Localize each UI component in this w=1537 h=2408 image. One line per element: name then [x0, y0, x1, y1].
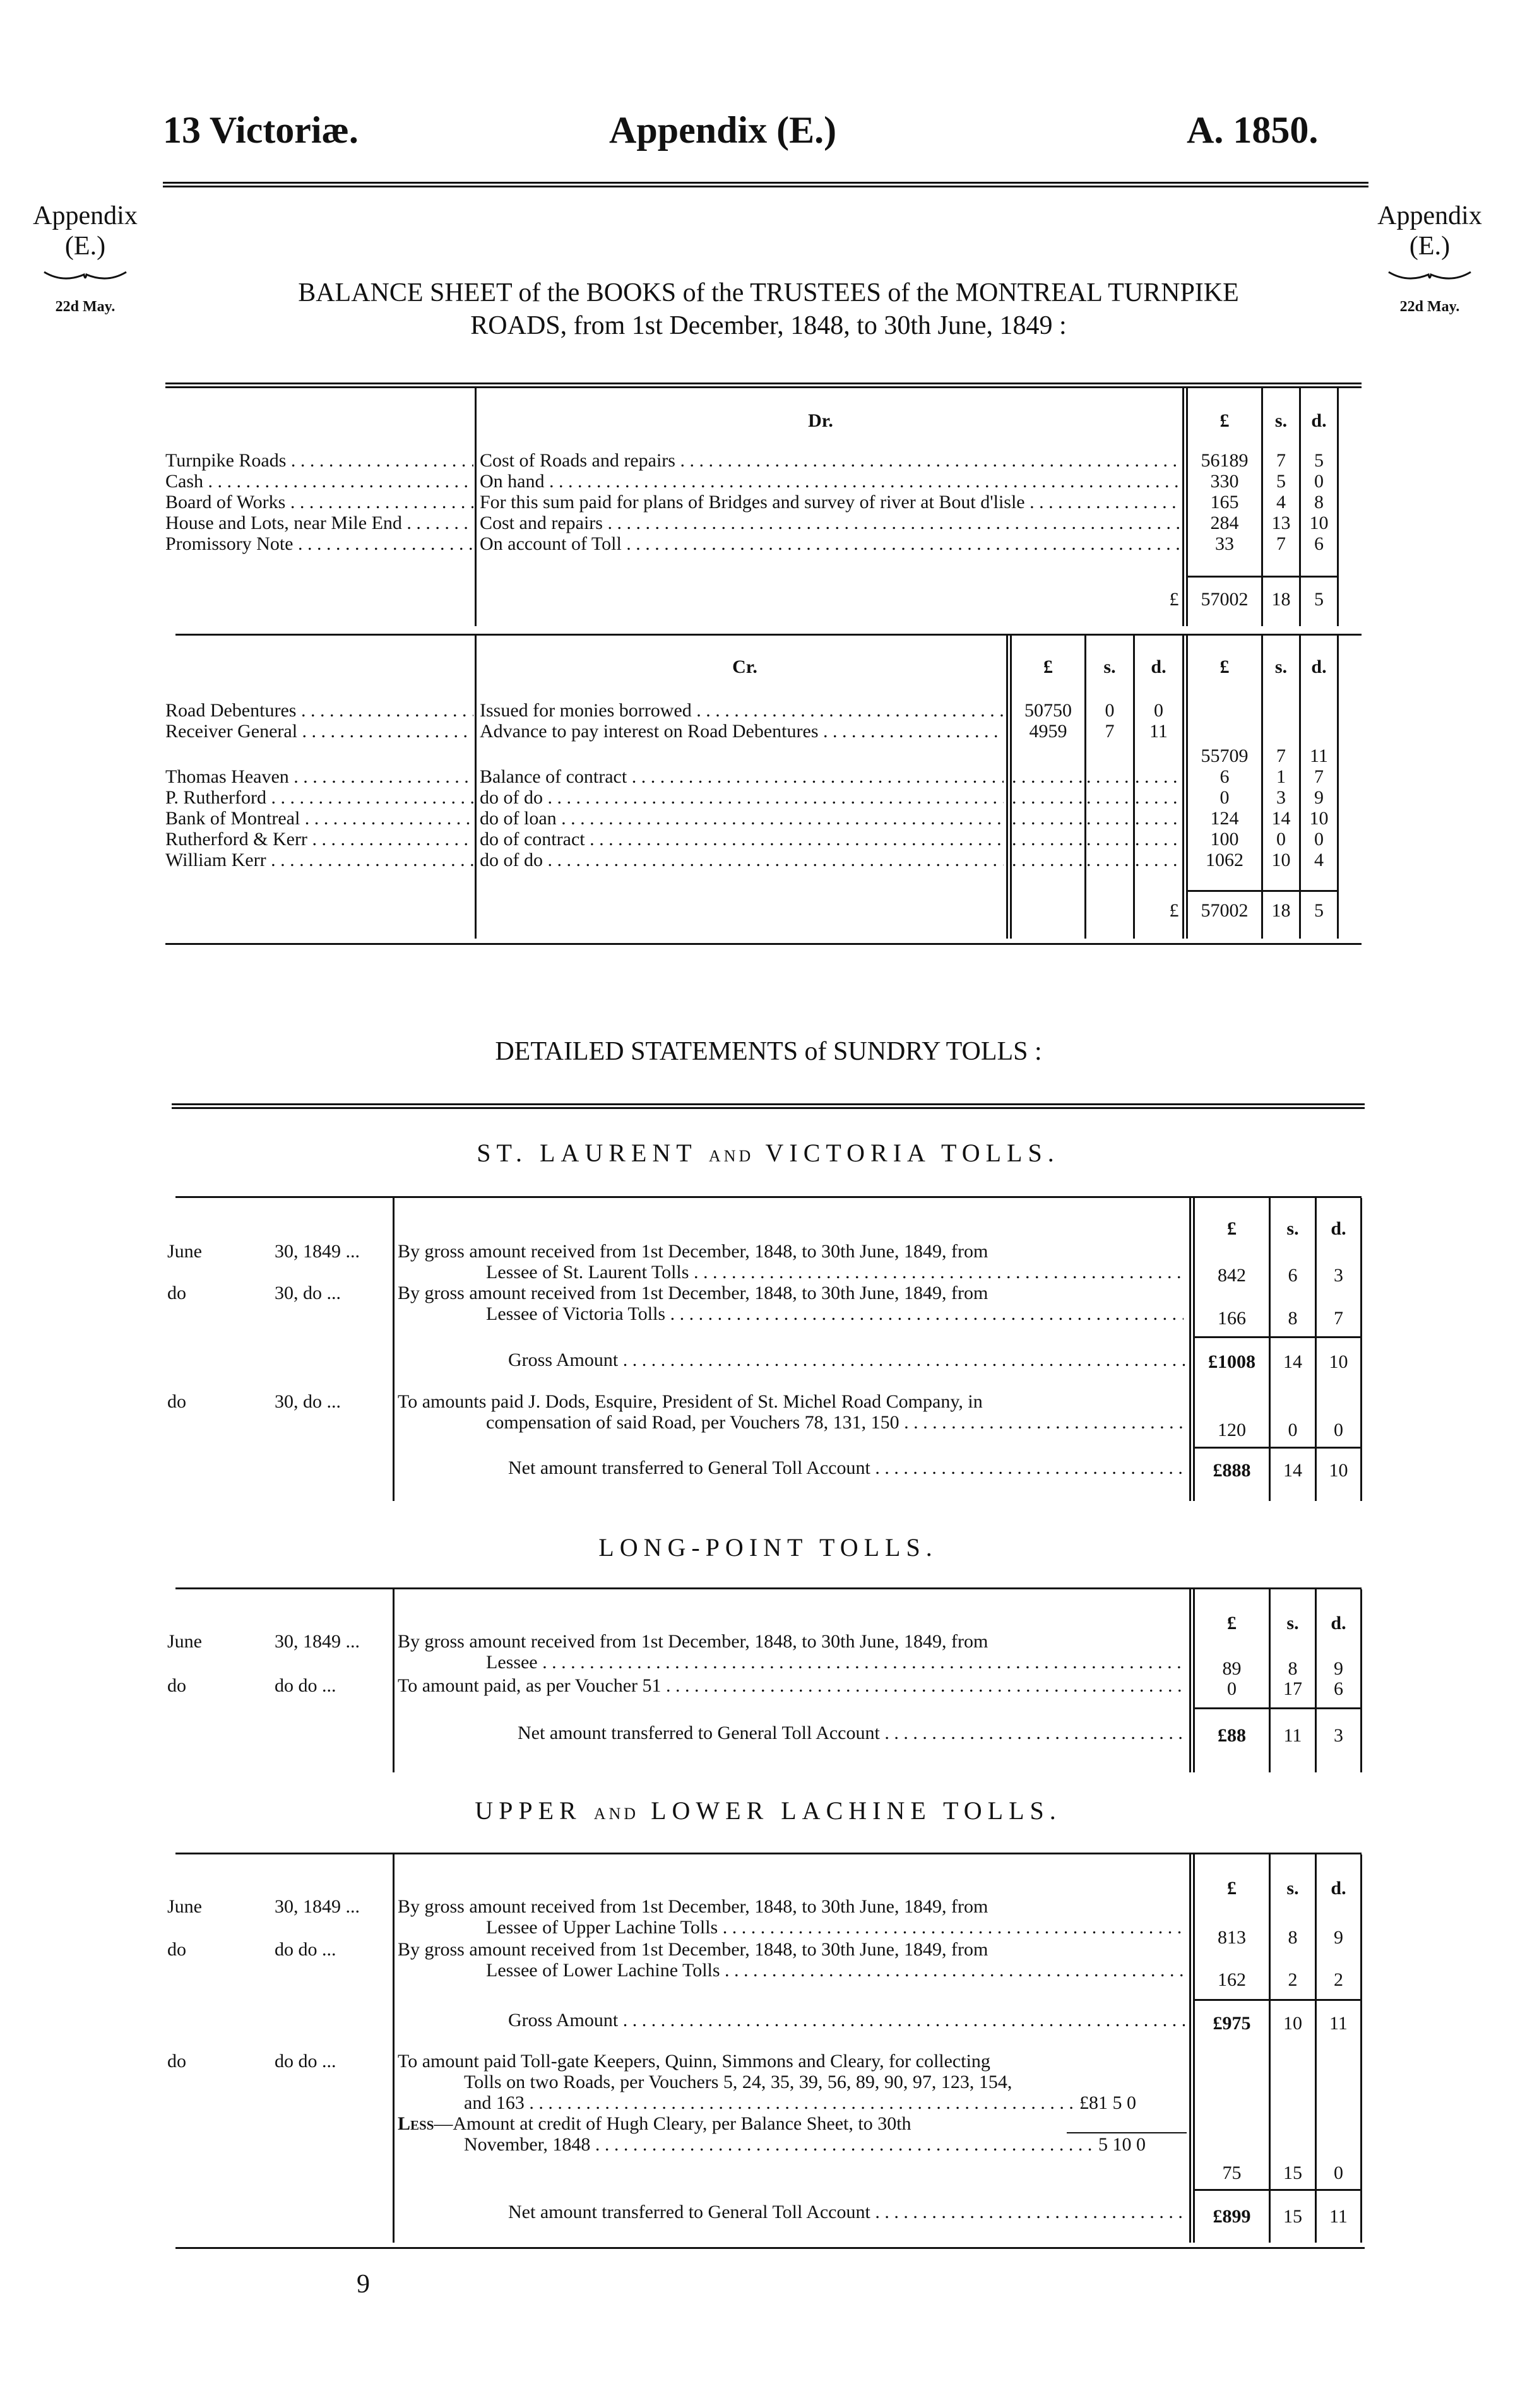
dr-account: Cash . . .: [165, 470, 473, 492]
cr-inner-shillings: 7: [1105, 721, 1115, 742]
lachine-title: UPPER AND LOWER LACHINE TOLLS.: [475, 1796, 1062, 1825]
gross-amount-label: Gross Amount . . .: [508, 1349, 1187, 1371]
col-head-pence: d.: [1151, 656, 1166, 677]
cr-inner-pounds: 50750: [1024, 700, 1072, 721]
dr-total-shillings: 18: [1271, 589, 1291, 610]
cr-leader: [1135, 828, 1181, 850]
amount-pounds: £888: [1213, 1460, 1251, 1481]
entry-month: do: [167, 2051, 186, 2072]
brace-ornament-icon: [41, 268, 129, 285]
amount-divider: [1189, 1198, 1195, 1501]
dr-description: On account of Toll . . .: [480, 533, 1179, 555]
amount-shillings: 15: [1283, 2162, 1302, 2183]
cr-leader: [1135, 786, 1181, 809]
net-amount-label: Net amount transferred to General Toll Account . . .: [508, 1457, 1187, 1479]
entry-text: By gross amount received from 1st December, 1848, to 30th June, 1849, from: [398, 1896, 988, 1917]
sum-rule: [1195, 1447, 1362, 1449]
amount-shillings: 14: [1283, 1460, 1302, 1481]
entry-text-continued: Lessee of St. Laurent Tolls . . .: [486, 1261, 1184, 1283]
cr-leader: [1012, 786, 1083, 809]
amount-pounds: 813: [1218, 1927, 1246, 1948]
amount-pence: 11: [1329, 2013, 1348, 2034]
entry-text: To amount paid Toll-gate Keepers, Quinn, Simmons and Cleary, for collecting: [398, 2051, 990, 2072]
dr-total-pence: 5: [1314, 589, 1324, 610]
entry-text-continued: compensation of said Road, per Vouchers 78, 131, 150 . . .: [486, 1411, 1184, 1433]
cr-description: do of do . . .: [480, 786, 1004, 809]
amount-pounds: £899: [1213, 2206, 1251, 2227]
dr-shillings: 4: [1276, 492, 1286, 513]
dr-total-pounds: 57002: [1201, 589, 1249, 610]
cr-leader: [1012, 849, 1083, 871]
date-col-divider: [393, 1198, 395, 1501]
col-head-pence: d.: [1331, 1218, 1346, 1239]
cr-leader: [1012, 766, 1083, 788]
cr-shillings: 10: [1271, 850, 1291, 870]
cr-leader: [1135, 766, 1181, 788]
header-year: A. 1850.: [1187, 109, 1319, 151]
col-divider: [1315, 1198, 1317, 1501]
entry-date: 30, do ...: [275, 1391, 341, 1412]
cr-total-shillings: 18: [1271, 900, 1291, 921]
entry-month: do: [167, 1675, 186, 1696]
cr-amount-divider: [1182, 636, 1188, 939]
detailed-rule: [172, 1103, 1365, 1109]
amount-shillings: 11: [1283, 1725, 1302, 1746]
col-divider: [1315, 1854, 1317, 2243]
cr-account: Road Debentures . . .: [165, 699, 473, 721]
cr-pence: 11: [1310, 745, 1328, 766]
dr-pence: 6: [1314, 533, 1324, 554]
col-head-pence: d.: [1311, 410, 1327, 431]
amount-shillings: 17: [1283, 1678, 1302, 1699]
entry-date: do do ...: [275, 2051, 336, 2072]
cr-heading: Cr.: [732, 656, 757, 677]
cr-description: do of do . . .: [480, 849, 1004, 871]
cr-pounds: 1062: [1206, 850, 1243, 870]
amount-pence: 2: [1334, 1969, 1343, 1990]
entry-text: By gross amount received from 1st December, 1848, to 30th June, 1849, from: [398, 1283, 988, 1303]
cr-leader: [1135, 807, 1181, 829]
col-head-pence: d.: [1311, 656, 1327, 677]
cr-leader: [1086, 807, 1132, 829]
cr-total-pounds: 57002: [1201, 900, 1249, 921]
cr-inner-pounds: 4959: [1029, 721, 1067, 742]
dr-pence: 10: [1309, 513, 1329, 533]
amount-shillings: 15: [1283, 2206, 1302, 2227]
cr-shillings: 14: [1271, 808, 1291, 829]
sum-rule: [1195, 2189, 1362, 2191]
entry-date: 30, 1849 ...: [275, 1241, 360, 1262]
col-divider: [1360, 1854, 1362, 2243]
cr-pence: 7: [1314, 766, 1324, 787]
dr-account: Board of Works . . .: [165, 491, 473, 513]
cr-leader: [1086, 786, 1132, 809]
cr-inner-shillings: 0: [1105, 700, 1115, 721]
inner-amount: 5 10 0: [1098, 2134, 1146, 2155]
dr-pounds: 165: [1210, 492, 1239, 513]
cr-leader: [1086, 849, 1132, 871]
amount-pounds: 842: [1218, 1265, 1246, 1286]
amount-pence: 7: [1334, 1308, 1343, 1329]
col-divider: [1269, 1198, 1271, 1501]
entry-text-continued: Lessee of Upper Lachine Tolls . . .: [486, 1916, 1184, 1938]
cr-pence: 9: [1314, 787, 1324, 808]
cr-description: Advance to pay interest on Road Debentures . . .: [480, 720, 1004, 742]
col-head-pound: £: [1227, 1878, 1237, 1899]
dr-top-rule: [165, 383, 1362, 388]
brace-ornament-icon: [1386, 268, 1474, 285]
entry-date: 30, do ...: [275, 1283, 341, 1303]
cr-account: William Kerr . . .: [165, 849, 473, 871]
entry-date: 30, 1849 ...: [275, 1631, 360, 1652]
amount-pounds: 89: [1222, 1658, 1242, 1679]
entry-text-continued: Lessee of Victoria Tolls . . .: [486, 1303, 1184, 1325]
dr-pounds: 33: [1215, 533, 1234, 554]
amount-pence: 10: [1329, 1460, 1348, 1481]
less-line: [398, 2113, 1187, 2135]
entry-date: do do ...: [275, 1939, 336, 1960]
detailed-statements-title: DETAILED STATEMENTS of SUNDRY TOLLS :: [495, 1037, 1042, 1066]
dr-col-divider: [1337, 388, 1339, 626]
header-session: 13 Victoriæ.: [163, 109, 359, 151]
amount-shillings: 8: [1288, 1308, 1298, 1329]
col-head-shilling: s.: [1274, 656, 1288, 677]
cr-leader: [1012, 807, 1083, 829]
amount-divider: [1189, 1854, 1195, 2243]
st-laurent-title: ST. LAURENT AND VICTORIA TOLLS.: [477, 1139, 1060, 1167]
cr-pounds: 6: [1220, 766, 1230, 787]
cr-shillings: 3: [1276, 787, 1286, 808]
entry-month: June: [167, 1631, 202, 1652]
cr-account: Receiver General . . .: [165, 720, 473, 742]
cr-shillings: 1: [1276, 766, 1286, 787]
entry-month: do: [167, 1283, 186, 1303]
cr-account: P. Rutherford . . .: [165, 786, 473, 809]
amount-pence: 0: [1334, 1420, 1343, 1440]
gross-amount-label: Gross Amount . . .: [508, 2009, 1187, 2031]
amount-shillings: 0: [1288, 1420, 1298, 1440]
cr-pounds: 55709: [1201, 745, 1249, 766]
entry-month: do: [167, 1391, 186, 1412]
entry-date: do do ...: [275, 1675, 336, 1696]
dr-description: On hand . . .: [480, 470, 1179, 492]
cr-shillings: 0: [1276, 829, 1286, 850]
long-point-title: LONG-POINT TOLLS.: [598, 1533, 938, 1562]
bottom-rule: [175, 2247, 1365, 2249]
header-rule: [163, 182, 1368, 187]
cr-pounds: 0: [1220, 787, 1230, 808]
cr-col-divider: [475, 636, 477, 939]
cr-account: Rutherford & Kerr . . .: [165, 828, 473, 850]
col-divider: [1360, 1198, 1362, 1501]
amount-pence: 0: [1334, 2162, 1343, 2183]
amount-pounds: 120: [1218, 1420, 1246, 1440]
entry-month: June: [167, 1896, 202, 1917]
margin-note-right: Appendix (E.) 22d May.: [1377, 201, 1482, 315]
col-head-pound: £: [1220, 410, 1230, 431]
cr-pence: 4: [1314, 850, 1324, 870]
dr-account: House and Lots, near Mile End . . .: [165, 512, 473, 534]
col-head-pound: £: [1227, 1218, 1237, 1239]
balance-sheet-title: BALANCE SHEET of the BOOKS of the TRUSTEES of the MONTREAL TURNPIKE ROADS, from 1st December, 1848, to 30th June, 1849 :: [298, 278, 1239, 340]
dr-heading: Dr.: [808, 410, 833, 431]
amount-pence: 3: [1334, 1725, 1343, 1746]
amount-pounds: 75: [1222, 2162, 1242, 2183]
cr-total-pence: 5: [1314, 900, 1324, 921]
amount-pence: 3: [1334, 1265, 1343, 1286]
entry-text-continued: and 163 . . .: [464, 2092, 1076, 2114]
cr-leader: [1086, 766, 1132, 788]
col-head-shilling: s.: [1286, 1878, 1299, 1899]
cr-description: Balance of contract . . .: [480, 766, 1004, 788]
amount-shillings: 6: [1288, 1265, 1298, 1286]
amount-shillings: 8: [1288, 1927, 1298, 1948]
section-rule: [175, 1196, 1362, 1198]
entry-text-continued: Lessee of Lower Lachine Tolls . . .: [486, 1959, 1184, 1981]
amount-pence: 9: [1334, 1658, 1343, 1679]
date-col-divider: [393, 1589, 395, 1772]
dr-pounds: 284: [1210, 513, 1239, 533]
section-rule: [175, 1587, 1362, 1589]
amount-shillings: 10: [1283, 2013, 1302, 2034]
cr-leader: [1135, 849, 1181, 871]
entry-text: By gross amount received from 1st December, 1848, to 30th June, 1849, from: [398, 1241, 988, 1262]
amount-pounds: £88: [1218, 1725, 1246, 1746]
sum-rule: [1195, 1999, 1362, 2001]
net-amount-label: Net amount transferred to General Toll Account . . .: [518, 1722, 1187, 1744]
cr-pence: 10: [1309, 808, 1329, 829]
col-head-shilling: s.: [1286, 1218, 1299, 1239]
entry-text-continued: November, 1848 . . .: [464, 2133, 1092, 2156]
cr-col-divider: [1337, 636, 1339, 939]
dr-description: Cost and repairs . . .: [480, 512, 1179, 534]
dr-pence: 8: [1314, 492, 1324, 513]
cr-shillings: 7: [1276, 745, 1286, 766]
net-amount-label: Net amount transferred to General Toll Account . . .: [508, 2201, 1187, 2223]
cr-account: Bank of Montreal . . .: [165, 807, 473, 829]
dr-shillings: 13: [1271, 513, 1291, 533]
col-head-pence: d.: [1331, 1878, 1346, 1899]
amount-pence: 6: [1334, 1678, 1343, 1699]
cr-description: do of contract . . .: [480, 828, 1004, 850]
less-text: —Amount at credit of Hugh Cleary, per Balance Sheet, to 30th: [434, 2113, 911, 2134]
amount-pounds: £1008: [1208, 1351, 1255, 1372]
dr-pence: 0: [1314, 471, 1324, 492]
cr-bottom-rule: [165, 943, 1362, 945]
margin-note-left: Appendix (E.) 22d May.: [33, 201, 138, 315]
cr-leader: [1012, 828, 1083, 850]
cr-account: Thomas Heaven . . .: [165, 766, 473, 788]
cr-inner-pence: 11: [1149, 721, 1168, 742]
entry-text: By gross amount received from 1st December, 1848, to 30th June, 1849, from: [398, 1939, 988, 1960]
col-divider: [1269, 1854, 1271, 2243]
dr-description: Cost of Roads and repairs . . .: [480, 449, 1179, 472]
amount-pounds: 166: [1218, 1308, 1246, 1329]
col-head-shilling: s.: [1103, 656, 1116, 677]
amount-shillings: 8: [1288, 1658, 1298, 1679]
amount-pounds: 162: [1218, 1969, 1246, 1990]
amount-divider: [1189, 1589, 1195, 1772]
cr-description: do of loan . . .: [480, 807, 1004, 829]
amount-shillings: 14: [1283, 1351, 1302, 1372]
entry-text: To amount paid, as per Voucher 51 . . .: [398, 1675, 1187, 1697]
col-head-pound: £: [1043, 656, 1053, 677]
entry-month: do: [167, 1939, 186, 1960]
dr-pence: 5: [1314, 450, 1324, 471]
dr-col-divider: [475, 388, 477, 626]
header-appendix: Appendix (E.): [609, 109, 837, 151]
col-head-pound: £: [1227, 1613, 1237, 1634]
dr-account: Turnpike Roads . . .: [165, 449, 473, 472]
dr-total-rule: [1188, 576, 1339, 578]
dr-shillings: 7: [1276, 450, 1286, 471]
entry-date: 30, 1849 ...: [275, 1896, 360, 1917]
cr-inner-pence: 0: [1154, 700, 1163, 721]
col-head-pence: d.: [1331, 1613, 1346, 1634]
date-col-divider: [393, 1854, 395, 2243]
entry-text-continued: Tolls on two Roads, per Vouchers 5, 24, 35, 39, 56, 89, 90, 97, 123, 154,: [464, 2072, 1012, 2092]
cr-pence: 0: [1314, 829, 1324, 850]
col-divider: [1360, 1589, 1362, 1772]
cr-description: Issued for monies borrowed . . .: [480, 699, 1004, 721]
col-head-shilling: s.: [1286, 1613, 1299, 1634]
entry-text: By gross amount received from 1st December, 1848, to 30th June, 1849, from: [398, 1631, 988, 1652]
cr-pounds: 100: [1210, 829, 1239, 850]
amount-pence: 10: [1329, 1351, 1348, 1372]
section-rule: [175, 1853, 1362, 1854]
dr-pounds: 56189: [1201, 450, 1249, 471]
sum-rule: [1195, 1336, 1362, 1338]
entry-text-continued: Lessee . . .: [486, 1651, 1184, 1673]
cr-total-rule: [1188, 890, 1339, 892]
dr-total-mark: £: [1169, 589, 1179, 610]
dr-pounds: 330: [1210, 471, 1239, 492]
entry-text: To amounts paid J. Dods, Esquire, President of St. Michel Road Company, in: [398, 1391, 983, 1412]
cr-inner-divider: [1006, 636, 1012, 939]
amount-pence: 9: [1334, 1927, 1343, 1948]
sum-rule: [1195, 1707, 1362, 1709]
col-head-shilling: s.: [1274, 410, 1288, 431]
dr-description: For this sum paid for plans of Bridges and survey of river at Bout d'lisle . . .: [480, 491, 1179, 513]
cr-pounds: 124: [1210, 808, 1239, 829]
amount-pence: 11: [1329, 2206, 1348, 2227]
less-label: Less: [398, 2113, 434, 2134]
col-head-pound: £: [1220, 656, 1230, 677]
amount-pounds: £975: [1213, 2013, 1251, 2034]
inner-amount: £81 5 0: [1079, 2092, 1136, 2113]
dr-account: Promissory Note . . .: [165, 533, 473, 555]
dr-shillings: 7: [1276, 533, 1286, 554]
dr-shillings: 5: [1276, 471, 1286, 492]
amount-shillings: 2: [1288, 1969, 1298, 1990]
cr-leader: [1086, 828, 1132, 850]
cr-total-mark: £: [1169, 900, 1179, 921]
entry-month: June: [167, 1241, 202, 1262]
amount-pounds: 0: [1227, 1678, 1237, 1699]
page-number: 9: [357, 2270, 370, 2299]
